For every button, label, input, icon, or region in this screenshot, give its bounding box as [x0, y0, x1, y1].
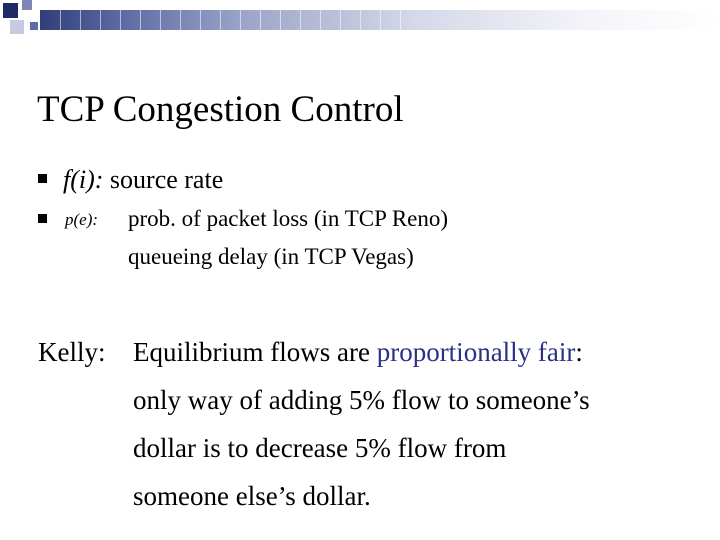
kelly-line-1	[133, 328, 583, 376]
square-bullet-icon	[38, 214, 47, 223]
bullet-term	[63, 165, 223, 195]
band-divider	[220, 10, 221, 30]
band-divider	[160, 10, 161, 30]
term-p-label: p(e):	[65, 210, 99, 229]
band-divider	[100, 10, 101, 30]
term-f-label: f(i):	[63, 165, 104, 194]
decor-square-small	[30, 22, 38, 30]
band-divider	[260, 10, 261, 30]
band-divider	[340, 10, 341, 30]
band-divider	[240, 10, 241, 30]
square-bullet-icon	[38, 174, 47, 183]
band-divider	[400, 10, 401, 30]
band-divider	[60, 10, 61, 30]
kelly-line-1-end: :	[575, 337, 583, 367]
kelly-line-4: someone else’s dollar.	[133, 481, 371, 511]
header-decoration	[0, 0, 720, 40]
decor-square-light	[10, 20, 24, 34]
band-divider	[360, 10, 361, 30]
band-divider	[300, 10, 301, 30]
band-divider	[200, 10, 201, 30]
band-divider	[280, 10, 281, 30]
slide-title: TCP Congestion Control	[37, 89, 404, 130]
decor-square-mid	[22, 0, 32, 10]
band-divider	[180, 10, 181, 30]
band-divider	[80, 10, 81, 30]
bullet-text-line2: queueing delay (in TCP Vegas)	[128, 244, 414, 269]
bullet-text: source rate	[109, 165, 224, 194]
decor-square-dark	[3, 3, 18, 18]
kelly-line-3: dollar is to decrease 5% flow from	[133, 433, 507, 463]
kelly-label: Kelly:	[38, 337, 106, 367]
bullet-text-line1: prob. of packet loss (in TCP Reno)	[128, 206, 449, 231]
band-divider	[120, 10, 121, 30]
band-divider	[320, 10, 321, 30]
kelly-line-1-start: Equilibrium flows are	[133, 337, 377, 367]
band-divider	[380, 10, 381, 30]
kelly-line-2: only way of adding 5% flow to someone’s	[133, 385, 590, 415]
proportionally-fair-emphasis: proportionally fair	[376, 337, 576, 367]
band-divider	[140, 10, 141, 30]
